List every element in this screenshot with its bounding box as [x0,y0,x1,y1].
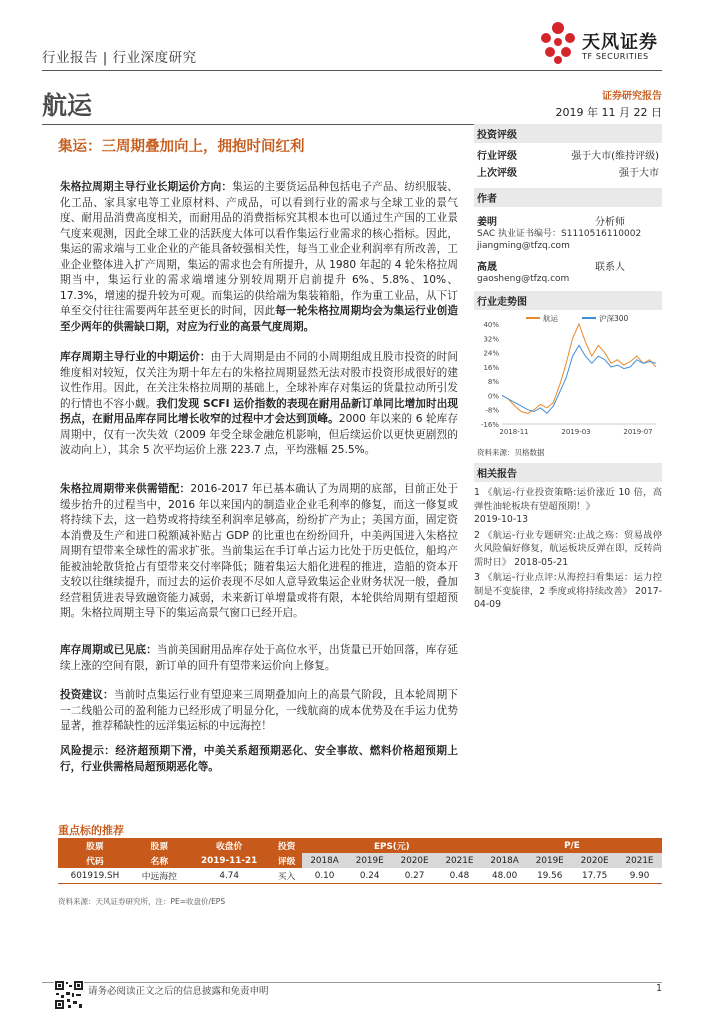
paragraph-advice [60,688,458,735]
related-report-item[interactable] [474,529,662,570]
series-line [502,345,656,413]
table-header-cell: 2018A [302,853,347,868]
table-header-cell: EPS(元) [302,838,482,853]
paragraph-lead: 投资建议： [60,689,114,701]
table-header-cell: 股票 [58,838,132,853]
paragraph-highlight: 我们发现 SCFI 运价指数的表现在耐用品新订单同比增加时出现拐点，在耐用品库存同比增长收窄的过程中才会达到顶峰。 [60,397,458,425]
logo-flower-icon [536,20,580,68]
table-cell: 17.75 [582,870,608,881]
paragraph-mismatch [60,482,458,622]
author-role: 分析师 [595,217,625,228]
paragraph-text: 当前时点集运行业有望迎来三周期叠加向上的高景气阶段，且本轮周期下一二线船公司的盈利能力已经形成了明显分化，一线航商的成本优势及在手运力优势显著，推荐稀缺性的远洋集运标的中远海控！ [60,689,459,732]
table-cell: 0.10 [314,870,335,881]
qr-code-icon [54,980,84,1010]
main-title: 集运：三周期叠加向上，拥抱时间红利 [58,139,305,155]
related-report-date: 2017-04-09 [474,585,662,610]
table-header-cell: 名称 [132,853,187,868]
paragraph-text: 当前美国耐用品库存处于高位水平，出货量已开始回落，库存延续上涨的空间有限，新订单的回升有望带来运价向上修复。 [60,644,459,672]
author-2 [474,258,662,273]
paragraph-highlight: 每一轮朱格拉周期均会为集运行业创造至少两年的供需缺口期，对应为行业的高景气度周期。 [60,305,459,333]
table-note: 资料来源：天风证券研究所，注：PE=收盘价/EPS [58,897,226,906]
related-report-title: 3 《航运-行业点评:从海控扫看集运：运力控制是不变旋律，2 季度或将持续改善》 [474,572,662,597]
y-tick-label: 0% [487,392,499,401]
paragraph-text: 2000 年以来的 6 轮库存周期中，仅有一次失效（2009 年受全球金融危机影响，但后续运价以更快更剧烈的波动向上），其余 5 次平均运价上涨 223.7 点，平均涨幅 25.5%。 [60,413,458,456]
table-header-cell: 2019E [527,853,572,868]
table-header-cell: 2020E [392,853,437,868]
industry-title: 航运 [42,91,93,120]
y-tick-label: 24% [483,349,499,358]
table-header-cell: 2019E [347,853,392,868]
table-header-cell: 2021E [437,853,482,868]
x-tick-label: 2019-03 [561,428,591,436]
y-tick-label: 8% [487,378,499,387]
page-number: 1 [655,983,662,994]
paragraph-lead: 朱格拉周期主导行业长期运价方向： [60,181,233,193]
rating-row [474,164,662,179]
table-header-cell: 2020E [572,853,617,868]
rating-label: 行业评级 [477,151,517,162]
rating-panel [474,124,662,179]
table-title: 重点标的推荐 [58,824,124,837]
paragraph-text: 经济超预期下滑，中美关系超预期恶化、安全事故、燃料价格超预期上行，行业供需格局超预期恶化等。 [60,745,458,773]
table-header-cell: 股票 [132,838,187,853]
table-header-cell: 代码 [58,853,132,868]
table-row [58,868,662,884]
related-report-item[interactable] [474,571,662,612]
table-cell: 19.56 [537,870,563,881]
logo-name: 天风证券 [582,32,658,53]
table-header-cell: 收盘价 [187,838,272,853]
rating-row [474,147,662,162]
author-1 [474,213,662,228]
paragraph-juglar [60,180,458,335]
authors-panel [474,188,662,285]
trend-chart-panel [474,291,662,459]
rating-value: 强于大市 [619,168,659,179]
rating-value: 强于大市(维持评级) [571,151,659,162]
x-tick-label: 2019-07 [623,428,653,436]
table-cell: 0.27 [404,870,425,881]
author-name: 高晟 [477,262,497,273]
paragraph-lead: 库存周期主导行业的中期运价： [60,351,211,363]
rating-header: 投资评级 [474,124,662,143]
table-header-cell: P/E [482,838,662,853]
related-report-date: 2018-05-21 [514,556,569,568]
table-cell: 601919.SH [70,870,120,881]
table-header-row [58,838,662,853]
rating-label: 上次评级 [477,168,517,179]
related-report-title: 2 《航运-行业专题研究:止战之殇：贸易战停火风险偏好修复，航运板块反弹在即，反转尚需时日》 [474,529,662,568]
table-cell: 0.48 [449,870,470,881]
table-cell: 买入 [277,872,296,882]
report-date: 2019 年 11 月 22 日 [555,106,662,119]
paragraph-text: 2016-2017 年已基本确认了为周期的底部，目前正处于缓步抬升的过程当中，2016 年以来国内的制造业企业毛利率的修复，而这一修复或将持续下去，这一趋势或将持续至利润率足够高，纷纷扩产为止；美国方面，固定资本消费及生产和进口税额减补贴占 GDP 的比重也在纷纷回升，中美两国进入朱格拉周期有望带来全球性的需求扩张。当前集运在手订单占运力比处于历史低位，船坞产能被油轮散货抢占有望带来交付率降低；随着集运大船化进程的推进，造船的资本开支较以往继续提升，而过去的运价表现不尽如人意导致集运企业财务状况一般，叠加经营租赁进表导致融资能力减弱，未来新订单增量或将有限，本轮供给周期有望超预期。朱格拉周期主导下的集运高景气窗口已经开启。 [60,483,459,619]
trend-chart [474,312,662,447]
legend-label: 航运 [543,314,558,323]
company-logo [536,20,686,70]
paragraph-text: 由于大周期是由不同的小周期组成且股市投资的时间维度相对较短，仅关注为期十年左右的朱格拉周期显然无法对股市投资形成很好的建议性作用。因此，在关注朱格拉周期的基础上，全球补库存对集运的货量拉动所引发的行情也不容小觑。 [60,351,459,410]
disclaimer-link[interactable]: 请务必阅读正文之后的信息披露和免责申明 [88,986,269,997]
y-tick-label: 40% [483,321,499,329]
table-header-cell: 2021E [617,853,662,868]
chart-source: 资料来源：贝格数据 [477,448,545,457]
y-tick-label: 32% [483,335,499,344]
table-subheader-row [58,853,662,868]
related-reports-panel [474,463,662,612]
authors-header: 作者 [474,188,662,207]
paragraph-lead: 库存周期或已见底： [60,644,157,656]
related-report-date: 2019-10-13 [474,514,529,525]
y-tick-label: -8% [485,406,499,415]
y-tick-label: -16% [480,421,499,429]
author-cert: SAC 执业证书编号：S1110516110002 [477,229,642,239]
table-cell: 48.00 [492,870,518,881]
paragraph-inventory [60,350,458,459]
table-header-cell: 投资 [271,838,301,853]
x-tick-label: 2018-11 [499,428,529,436]
report-type: 行业报告 | 行业深度研究 [42,50,197,66]
related-header: 相关报告 [474,463,662,482]
y-tick-label: 16% [483,363,499,372]
paragraph-lead: 朱格拉周期带来供需错配： [60,483,191,495]
author-name: 姜明 [477,217,497,228]
table-cell: 0.24 [359,870,380,881]
author-email[interactable]: jiangming@tfzq.com [477,241,570,251]
related-report-item[interactable] [474,486,662,527]
related-report-title: 1 《航运-行业投资策略:运价涨近 10 倍，高弹性油轮板块有望超预期！》 [474,487,662,512]
recommendation-table [58,838,662,884]
paragraph-risk [60,744,458,775]
table-header-cell: 评级 [271,853,301,868]
top-divider [42,70,662,71]
table-header-cell: 2019-11-21 [187,853,272,868]
table-header-cell: 2018A [482,853,527,868]
paragraph-text: 集运的主要货运品种包括电子产品、纺织服装、化工品、家具家电等工业原材料、产成品，可以看到行业的需求与全球工业的景气度、耐用品消费高度相关，而耐用品的消费指标究其根本也可以通过生产国的工业景气度来观测，因此全球工业的活跃度大体可以看作集运行业需求的核心指标。因此，集运的需求端与工业企业的产能具备较强相关性，每当工业企业利润率有所改善，工业企业整体进入扩产周期，集运的需求也会有所提升，从 1980 年起的 4 轮朱格拉周期当中，集运行业的需求端增速分别较周期开启前提升 6%、5.8%、10%、17.3%，增速的提升较为可观。而集运的供给端为集装箱船，作为重工业品，从下订单至交付往往需要两年甚至更长的时间，因此 [60,181,459,317]
author-role: 联系人 [595,262,625,273]
paragraph-lead: 风险提示： [60,745,116,757]
table-cell: 9.90 [629,870,650,881]
author-email[interactable]: gaosheng@tfzq.com [477,274,570,284]
report-label: 证券研究报告 [602,91,662,102]
paragraph-bottom [60,643,458,674]
chart-title: 行业走势图 [474,291,662,310]
logo-subtitle: TF SECURITIES [582,52,649,61]
table-cell: 4.74 [219,870,239,881]
table-cell: 中远海控 [141,872,177,882]
series-line [502,324,656,413]
legend-label: 沪深300 [599,314,629,323]
